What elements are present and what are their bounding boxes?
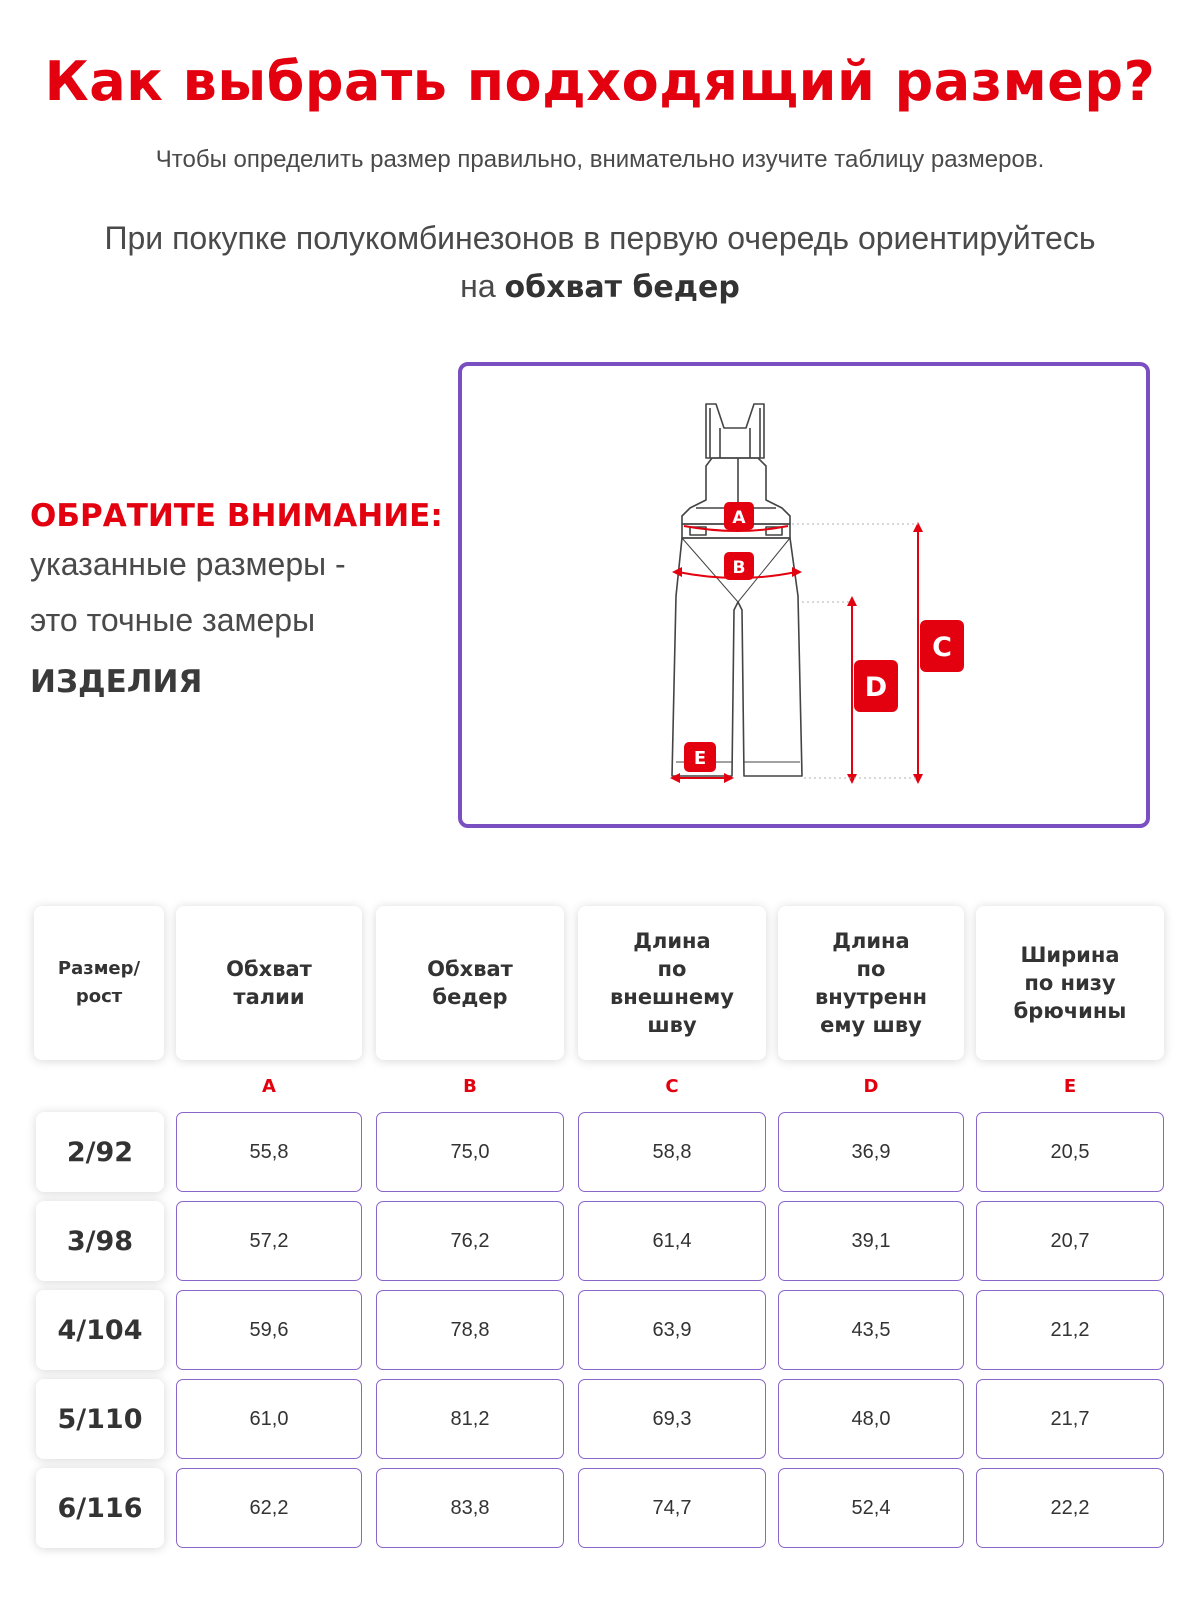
- header-leg-width: Ширина по низу брючины: [976, 906, 1164, 1060]
- label-b: B: [732, 558, 746, 578]
- label-e: E: [693, 748, 707, 769]
- column-letter-c: C: [665, 1076, 679, 1097]
- value-cell: 76,2: [376, 1201, 564, 1281]
- column-letter-a: A: [262, 1076, 276, 1097]
- note-title: ОБРАТИТЕ ВНИМАНИЕ:: [30, 498, 443, 534]
- lead-line-2-prefix: на: [460, 268, 496, 304]
- size-cell: 6/116: [36, 1468, 164, 1548]
- page-subtitle: Чтобы определить размер правильно, внимательно изучите таблицу размеров.: [155, 146, 1045, 173]
- label-d-badge: [854, 660, 898, 712]
- value-cell: 22,2: [976, 1468, 1164, 1548]
- value-cell: 62,2: [176, 1468, 362, 1548]
- size-cell: 2/92: [36, 1112, 164, 1192]
- header-inner-seam: Длина по внутренн ему шву: [778, 906, 964, 1060]
- value-cell: 61,4: [578, 1201, 766, 1281]
- label-c-badge: [920, 620, 964, 672]
- value-cell: 81,2: [376, 1379, 564, 1459]
- value-cell: 61,0: [176, 1379, 362, 1459]
- column-letter-d: D: [863, 1076, 879, 1097]
- label-a: A: [732, 508, 746, 528]
- value-cell: 69,3: [578, 1379, 766, 1459]
- value-cell: 43,5: [778, 1290, 964, 1370]
- value-cell: 59,6: [176, 1290, 362, 1370]
- label-b-badge: [724, 552, 754, 580]
- lead-line-2: [40, 262, 1160, 312]
- value-cell: 21,7: [976, 1379, 1164, 1459]
- header-size: Размер/ рост: [34, 906, 164, 1060]
- value-cell: 21,2: [976, 1290, 1164, 1370]
- value-cell: 20,7: [976, 1201, 1164, 1281]
- value-cell: 48,0: [778, 1379, 964, 1459]
- value-cell: 57,2: [176, 1201, 362, 1281]
- note-bold: ИЗДЕЛИЯ: [30, 664, 203, 700]
- column-letter-e: E: [1063, 1076, 1077, 1097]
- header-waist: Обхват талии: [176, 906, 362, 1060]
- label-a-badge: [724, 502, 754, 530]
- value-cell: 52,4: [778, 1468, 964, 1548]
- label-d: D: [864, 672, 888, 703]
- lead-line-1: При покупке полукомбинезонов в первую очередь ориентируйтесь: [104, 220, 1096, 256]
- overalls-drawing: [462, 366, 1146, 824]
- value-cell: 55,8: [176, 1112, 362, 1192]
- column-letter-b: B: [463, 1076, 477, 1097]
- label-e-badge: [684, 742, 716, 772]
- value-cell: 63,9: [578, 1290, 766, 1370]
- header-hips: Обхват бедер: [376, 906, 564, 1060]
- value-cell: 75,0: [376, 1112, 564, 1192]
- lead-text: [40, 214, 1160, 312]
- value-cell: 36,9: [778, 1112, 964, 1192]
- size-cell: 4/104: [36, 1290, 164, 1370]
- size-cell: 5/110: [36, 1379, 164, 1459]
- note-line-1: указанные размеры -: [30, 546, 346, 582]
- page-title: Как выбрать подходящий размер?: [44, 50, 1156, 113]
- value-cell: 74,7: [578, 1468, 766, 1548]
- note-line-2: это точные замеры: [30, 602, 316, 638]
- size-cell: 3/98: [36, 1201, 164, 1281]
- value-cell: 58,8: [578, 1112, 766, 1192]
- value-cell: 20,5: [976, 1112, 1164, 1192]
- lead-line-2-bold: обхват бедер: [504, 270, 740, 305]
- value-cell: 39,1: [778, 1201, 964, 1281]
- value-cell: 78,8: [376, 1290, 564, 1370]
- header-outer-seam: Длина по внешнему шву: [578, 906, 766, 1060]
- label-c: C: [932, 632, 952, 663]
- measurement-diagram: [458, 362, 1150, 828]
- value-cell: 83,8: [376, 1468, 564, 1548]
